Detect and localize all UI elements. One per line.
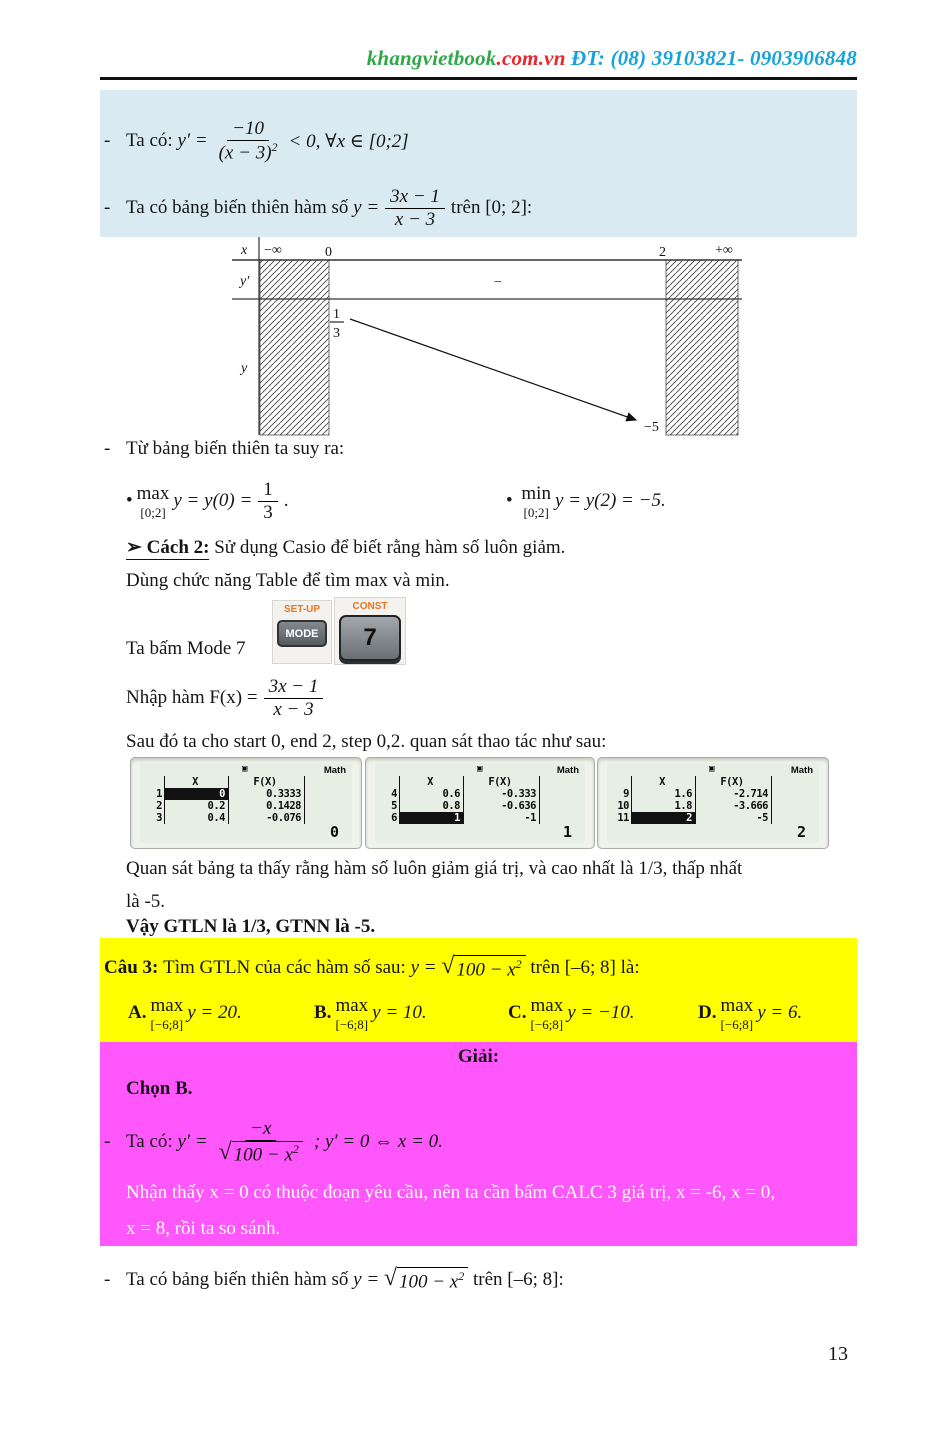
table-row: 9 1.6 -2.714 [613, 788, 772, 800]
display-indicator-icon: ▣ [242, 764, 248, 774]
method2-label: ➢ Cách 2: [126, 537, 210, 558]
bbt-x2: 2 [659, 245, 666, 260]
casio-table [613, 776, 772, 824]
min-operator: min [0;2] [521, 482, 551, 520]
calc-note-line1: Nhận thấy x = 0 có thuộc đoạn yêu cầu, nên ta cần bấm CALC 3 giá trị, x = -6, x = 0, [126, 1182, 775, 1203]
site-name-red: .com.vn [496, 46, 566, 70]
solution-highlight-block [100, 90, 857, 237]
question-highlight-block [100, 938, 857, 1042]
bbt-yprime-label: y′ [240, 274, 250, 289]
mode-key: MODE [277, 620, 327, 647]
bullet-dash: - [104, 1131, 111, 1152]
question-label: Câu 3: [104, 957, 159, 978]
mode7-text: Ta bấm Mode 7 [126, 638, 246, 659]
table-function-line: Dùng chức năng Table để tìm max và min. [126, 570, 450, 591]
derivative-line [104, 106, 409, 176]
observe-line2: là -5. [126, 891, 166, 912]
solution3-highlight-block [100, 1042, 857, 1246]
bbt-max-den: 3 [333, 326, 340, 341]
bbt-sign-minus: − [494, 275, 502, 290]
display-indicator-icon: ▣ [709, 764, 715, 774]
fraction: −x √ $100 - x^2$ [214, 1118, 308, 1166]
step-instruction: Sau đó ta cho start 0, end 2, step 0,2. quan sát thao tác như sau: [126, 731, 607, 752]
line-label: Ta có bảng biến thiên hàm số [126, 197, 349, 218]
bbt-x0: 0 [325, 245, 332, 260]
table-row: 3 0.4 -0.076 [146, 812, 305, 824]
input-function-line: Nhập hàm F(x) = $\frac{3x - 1}{x - 3}$ [126, 672, 329, 724]
bbt-min-value: −5 [644, 420, 659, 435]
table-row: 10 1.8 -3.666 [613, 800, 772, 812]
question3-line: Câu 3: Tìm GTLN của các hàm số sau: y = √ $100 - x^2$ trên [–6; 8] là: [104, 952, 640, 981]
deduce-intro: - Từ bảng biến thiên ta suy ra: [104, 438, 345, 459]
chosen-answer: Chọn B. [126, 1078, 193, 1099]
solution-title: Giải: [457, 1046, 500, 1067]
selected-cell-value: 2 [796, 823, 806, 841]
bbt-y-label: y [241, 361, 248, 376]
casio-screen-2 [365, 757, 595, 849]
bbt-intro-line [104, 182, 532, 234]
table-header-row: X F(X) [146, 776, 305, 788]
formula-rhs: < 0, ∀x ∈ [0;2] [288, 130, 409, 152]
choice-D: D. max [−6;8] y = 6. [698, 994, 803, 1032]
table-row: 1 0 0.3333 [146, 788, 305, 800]
bullet-dash: - [104, 130, 111, 151]
max-result: • max [0;2] y = y(0) = $\frac{1}{3}$ . [126, 478, 289, 523]
const-label: CONST [352, 601, 388, 612]
fraction: $\frac{3x - 1}{x - 3}$ [264, 676, 324, 721]
fraction: $\frac{3x - 1}{x - 3}$ [385, 186, 445, 231]
casio-table [381, 776, 540, 824]
method2-line: ➢ Cách 2: Sử dụng Casio để biết rằng hàm số luôn giảm. [126, 537, 566, 558]
line-label: Ta có: [126, 130, 173, 151]
header-phone: ĐT: (08) 39103821- 0903906848 [571, 46, 857, 70]
table-header-row: X F(X) [381, 776, 540, 788]
formula-lhs: y′ = [177, 130, 208, 151]
conclusion-line: Vậy GTLN là 1/3, GTNN là -5. [126, 916, 376, 937]
min-result: • min [0;2] y = y(2) = −5. [506, 482, 666, 520]
formula-lhs: y = [353, 197, 380, 218]
variation-table [232, 237, 744, 437]
table-row: 6 1 -1 [381, 812, 540, 824]
table-row: 11 2 -5 [613, 812, 772, 824]
bbt2-intro-line: - Ta có bảng biến thiên hàm số y = √ $100 - x^2$ trên [–6; 8]: [104, 1264, 564, 1293]
fraction: $\frac{-10}{(x - 3)^2}$ [218, 117, 278, 164]
formula-rhs: trên [0; 2]: [450, 197, 533, 218]
bullet-dot: • [126, 490, 133, 511]
page-number: 13 [828, 1343, 848, 1365]
table-row: 4 0.6 -0.333 [381, 788, 540, 800]
observe-line1: Quan sát bảng ta thấy rằng hàm số luôn giảm giá trị, và cao nhất là 1/3, thấp nhất [126, 858, 743, 879]
table-row: 5 0.8 -0.636 [381, 800, 540, 812]
bullet-dash: - [104, 1269, 111, 1290]
page-header [100, 46, 857, 71]
derivative-line-q3: - Ta có: y′ = −x √ $100 - x^2$ ; y′ = 0 ⇔ x = 0. [104, 1117, 443, 1166]
sqrt-expression: √ $100 - x^2$ [441, 955, 525, 981]
sqrt-expression: √ $100 - x^2$ [384, 1267, 468, 1293]
fraction: $\frac{1}{3}$ [258, 479, 278, 524]
casio-screen-1 [130, 757, 362, 849]
selected-cell-value: 1 [562, 823, 572, 841]
site-name-green: khangvietbook [366, 46, 497, 70]
bullet-dash: - [104, 438, 111, 459]
math-mode-badge: Math [556, 765, 579, 776]
bullet-dot: • [506, 490, 513, 511]
bbt-x-label: x [241, 243, 248, 258]
max-operator: max [0;2] [136, 482, 170, 520]
choice-C: C. max [−6;8] y = −10. [508, 994, 635, 1032]
bbt-max-num: 1 [333, 307, 340, 322]
header-rule [100, 77, 857, 80]
hatched-region-right [666, 260, 738, 435]
table-header-row: X F(X) [613, 776, 772, 788]
casio-table [146, 776, 305, 824]
casio-screen-3 [597, 757, 829, 849]
math-mode-badge: Math [790, 765, 813, 776]
table-row: 2 0.2 0.1428 [146, 800, 305, 812]
choice-B: B. max [−6;8] y = 10. [314, 994, 427, 1032]
selected-cell-value: 0 [329, 823, 339, 841]
choice-A: A. max [−6;8] y = 20. [128, 994, 242, 1032]
setup-label: SET-UP [283, 604, 321, 615]
calc-note-line2: x = 8, rồi ta so sánh. [126, 1218, 281, 1239]
setup-mode-key-image [272, 600, 332, 664]
bbt-pos-inf: +∞ [715, 243, 733, 258]
const-seven-key-image [334, 597, 406, 665]
hatched-region-left [260, 260, 329, 435]
math-mode-badge: Math [323, 765, 346, 776]
seven-key: 7 [339, 615, 401, 661]
bullet-dash: - [104, 197, 111, 218]
bbt-neg-inf: −∞ [264, 243, 282, 258]
display-indicator-icon: ▣ [477, 764, 483, 774]
